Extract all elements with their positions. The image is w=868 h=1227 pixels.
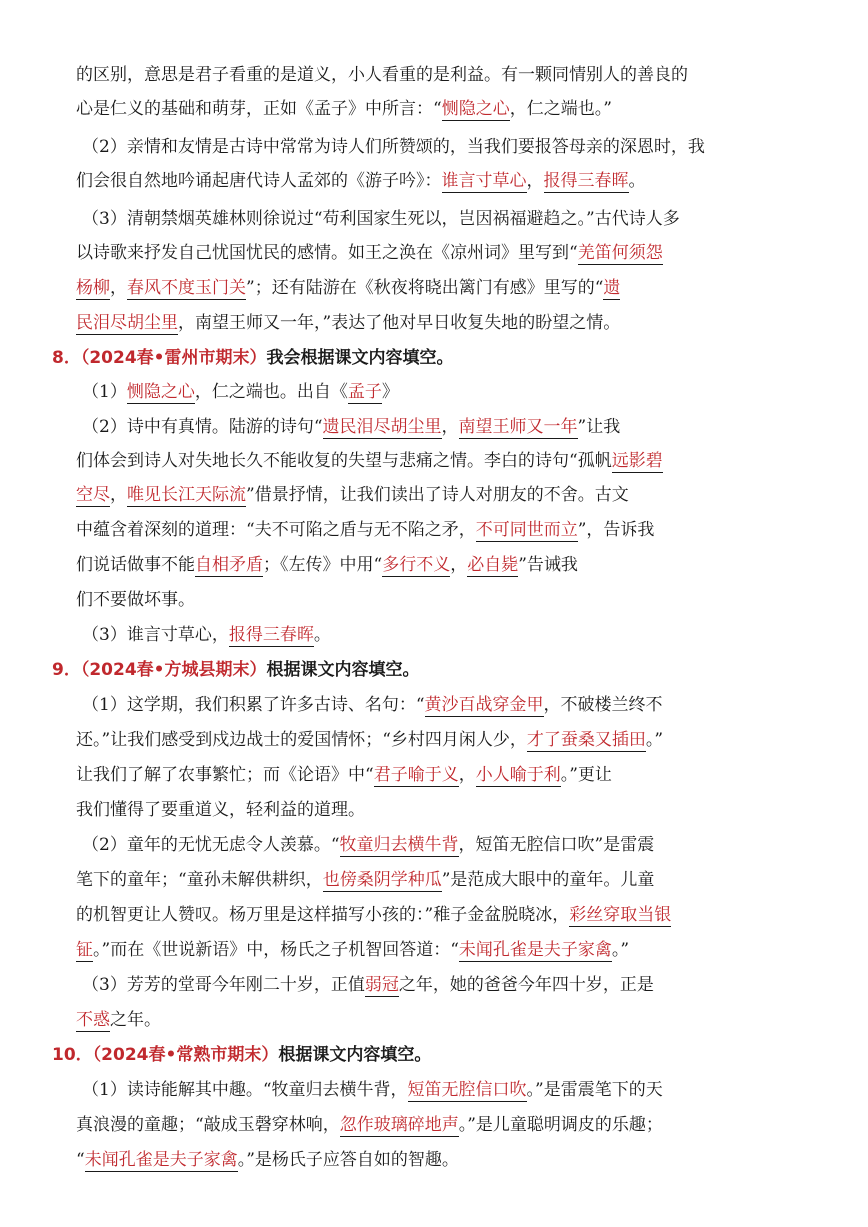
question-heading bbox=[52, 343, 868, 373]
text-line bbox=[76, 60, 868, 90]
text-line bbox=[76, 94, 868, 124]
question-number: 8． bbox=[52, 348, 81, 368]
text-line bbox=[82, 204, 868, 234]
text-line bbox=[76, 166, 868, 196]
text-line bbox=[82, 377, 868, 407]
body-text: ，短笛无腔信口吹”是雷震 bbox=[458, 835, 655, 855]
body-text: （3）谁言寸草心， bbox=[82, 625, 229, 645]
answer-blank: 唯见长江天际流 bbox=[127, 485, 246, 505]
answer-blank: 未闻孔雀是夫子家禽 bbox=[84, 1150, 238, 1170]
answer-blank: 羌笛何须怨 bbox=[577, 243, 663, 263]
body-text: ”告诫我 bbox=[518, 555, 578, 575]
body-text: 的区别，意思是君子看重的是道义，小人看重的是利益。有一颗同情别人的善良的 bbox=[76, 65, 688, 85]
answer-blank: 报得三春晖 bbox=[228, 625, 314, 645]
body-text: 还。”让我们感受到戍边战士的爱国情怀；“乡村四月闲人少， bbox=[76, 730, 527, 750]
question-title: 我会根据课文内容填空。 bbox=[266, 348, 454, 368]
answer-blank: 恻隐之心 bbox=[441, 99, 510, 119]
question-number: 9． bbox=[52, 660, 81, 680]
answer-blank: 自相矛盾 bbox=[195, 555, 263, 575]
text-line bbox=[76, 1110, 868, 1140]
body-text: （2）童年的无忧无虑令人羡慕。“ bbox=[82, 835, 340, 855]
text-line bbox=[76, 585, 868, 615]
question-heading bbox=[52, 655, 868, 685]
text-line bbox=[76, 760, 868, 790]
body-text: 》 bbox=[381, 382, 399, 402]
answer-blank: 牧童归去横牛背 bbox=[339, 835, 459, 855]
question-source: （2024春•方城县期末） bbox=[80, 660, 267, 680]
answer-blank: 小人喻于利 bbox=[475, 765, 561, 785]
text-line bbox=[76, 273, 868, 303]
body-text: 。”是雷震笔下的天 bbox=[526, 1080, 663, 1100]
answer-blank: 不惑 bbox=[76, 1010, 110, 1030]
body-text: “ bbox=[76, 1150, 85, 1170]
text-line bbox=[76, 550, 868, 580]
body-text: 以诗歌来抒发自己忧国忧民的感情。如王之涣在《凉州词》里写到“ bbox=[76, 243, 578, 263]
body-text: 。” bbox=[645, 730, 664, 750]
question-title: 根据课文内容填空。 bbox=[278, 1045, 432, 1065]
body-text: ， bbox=[110, 485, 127, 505]
answer-blank: 遗民泪尽胡尘里 bbox=[322, 417, 442, 437]
text-line bbox=[76, 865, 868, 895]
body-text: ， bbox=[450, 555, 468, 575]
body-text: 。” bbox=[611, 940, 630, 960]
text-line bbox=[76, 725, 868, 755]
body-text: 。”而在《世说新语》中，杨氏之子机智回答道：“ bbox=[93, 940, 459, 960]
body-text: （1）这学期，我们积累了许多古诗、名句：“ bbox=[82, 695, 425, 715]
body-text: 们说话做事不能 bbox=[76, 555, 195, 575]
answer-blank: 南望王师又一年 bbox=[458, 417, 578, 437]
answer-blank: 彩丝穿取当银 bbox=[569, 905, 672, 925]
answer-blank: 君子喻于义 bbox=[373, 765, 459, 785]
body-text: 的机智更让人赞叹。杨万里是这样描写小孩的：”稚子金盆脱晓冰， bbox=[76, 905, 570, 925]
text-line bbox=[82, 412, 868, 442]
body-text: 心是仁义的基础和萌芽，正如《孟子》中所言：“ bbox=[76, 99, 442, 119]
body-text: ”，告诉我 bbox=[577, 520, 655, 540]
text-line bbox=[76, 1005, 868, 1035]
text-line bbox=[76, 446, 868, 476]
answer-blank: 钲 bbox=[76, 940, 93, 960]
answer-blank: 民泪尽胡尘里 bbox=[76, 313, 178, 333]
body-text: （3）芳芳的堂哥今年刚二十岁，正值 bbox=[82, 975, 365, 995]
answer-blank: 不可同世而立 bbox=[475, 520, 578, 540]
body-text: ， bbox=[458, 765, 476, 785]
text-line bbox=[82, 830, 868, 860]
answer-blank: 远影碧 bbox=[611, 451, 663, 471]
body-text: 们不要做坏事。 bbox=[76, 590, 195, 610]
answer-blank: 报得三春晖 bbox=[543, 171, 629, 191]
body-text: 们会很自然地吟诵起唐代诗人孟郊的《游子吟》： bbox=[76, 171, 442, 191]
answer-blank: 多行不义 bbox=[382, 555, 451, 575]
body-text: 真浪漫的童趣；“敲成玉磬穿林响， bbox=[76, 1115, 340, 1135]
text-line bbox=[76, 238, 868, 268]
body-text: （1）读诗能解其中趣。“牧童归去横牛背， bbox=[82, 1080, 408, 1100]
body-text: ， bbox=[110, 278, 127, 298]
body-text: 。”是儿童聪明调皮的乐趣； bbox=[458, 1115, 663, 1135]
body-text: ，不破楼兰终不 bbox=[543, 695, 663, 715]
body-text: ”借景抒情，让我们读出了诗人对朋友的不舍。古文 bbox=[246, 485, 629, 505]
text-line bbox=[76, 900, 868, 930]
body-text: 中蕴含着深刻的道理：“夫不可陷之盾与无不陷之矛， bbox=[76, 520, 476, 540]
body-text: ，仁之端也。” bbox=[509, 99, 612, 119]
text-line bbox=[76, 515, 868, 545]
question-source: （2024春•常熟市期末） bbox=[92, 1045, 279, 1065]
body-text: ”；还有陆游在《秋夜将晓出篱门有感》里写的“ bbox=[246, 278, 604, 298]
body-text: ；《左传》中用“ bbox=[263, 555, 383, 575]
body-text: ，仁之端也。出自《 bbox=[194, 382, 348, 402]
answer-blank: 谁言寸草心 bbox=[441, 171, 527, 191]
question-heading bbox=[52, 1040, 868, 1070]
body-text: 之年，她的爸爸今年四十岁，正是 bbox=[398, 975, 654, 995]
body-text: ， bbox=[441, 417, 459, 437]
body-text: ”让我 bbox=[577, 417, 621, 437]
answer-blank: 也傍桑阴学种瓜 bbox=[322, 870, 442, 890]
question-title: 根据课文内容填空。 bbox=[266, 660, 420, 680]
body-text: 。”更让 bbox=[560, 765, 612, 785]
body-text: 。 bbox=[628, 171, 646, 191]
body-text: （1） bbox=[82, 382, 127, 402]
answer-blank: 弱冠 bbox=[364, 975, 399, 995]
body-text: 让我们了解了农事繁忙；而《论语》中“ bbox=[76, 765, 374, 785]
answer-blank: 杨柳 bbox=[76, 278, 110, 298]
answer-blank: 遗 bbox=[603, 278, 621, 298]
body-text: ，南望王师又一年，”表达了他对早日收复失地的盼望之情。 bbox=[178, 313, 621, 333]
text-line bbox=[76, 308, 868, 338]
body-text: ”是范成大眼中的童年。儿童 bbox=[441, 870, 655, 890]
answer-blank: 春风不度玉门关 bbox=[127, 278, 246, 298]
text-line bbox=[82, 620, 868, 650]
body-text: 。”是杨氏子应答自如的智趣。 bbox=[237, 1150, 459, 1170]
question-source: （2024春•雷州市期末） bbox=[80, 348, 267, 368]
body-text: 我们懂得了要重道义，轻利益的道理。 bbox=[76, 800, 365, 820]
text-line bbox=[76, 795, 868, 825]
body-text: 们体会到诗人对失地长久不能收复的失望与悲痛之情。李白的诗句“孤帆 bbox=[76, 451, 612, 471]
text-line bbox=[76, 1145, 868, 1175]
answer-blank: 未闻孔雀是夫子家禽 bbox=[458, 940, 612, 960]
body-text: 。 bbox=[313, 625, 331, 645]
answer-blank: 才了蚕桑又插田 bbox=[526, 730, 646, 750]
body-text: （2）诗中有真情。陆游的诗句“ bbox=[82, 417, 323, 437]
answer-blank: 空尽 bbox=[76, 485, 110, 505]
answer-blank: 恻隐之心 bbox=[126, 382, 195, 402]
text-line bbox=[82, 132, 868, 162]
answer-blank: 黄沙百战穿金甲 bbox=[424, 695, 544, 715]
body-text: （3）清朝禁烟英雄林则徐说过“苟利国家生死以，岂因祸福避趋之。”古代诗人多 bbox=[82, 209, 680, 229]
text-line bbox=[82, 970, 868, 1000]
body-text: 之年。 bbox=[110, 1010, 161, 1030]
text-line bbox=[76, 480, 868, 510]
body-text: （2）亲情和友情是古诗中常常为诗人们所赞颂的，当我们要报答母亲的深恩时，我 bbox=[82, 137, 705, 157]
answer-blank: 短笛无腔信口吹 bbox=[407, 1080, 527, 1100]
body-text: ， bbox=[526, 171, 544, 191]
question-number: 10． bbox=[52, 1045, 93, 1065]
text-line bbox=[82, 1075, 868, 1105]
answer-blank: 忽作玻璃碎地声 bbox=[339, 1115, 459, 1135]
text-line bbox=[82, 690, 868, 720]
answer-blank: 必自毙 bbox=[467, 555, 519, 575]
answer-blank: 孟子 bbox=[347, 382, 382, 402]
text-line bbox=[76, 935, 868, 965]
body-text: 笔下的童年；“童孙未解供耕织， bbox=[76, 870, 323, 890]
